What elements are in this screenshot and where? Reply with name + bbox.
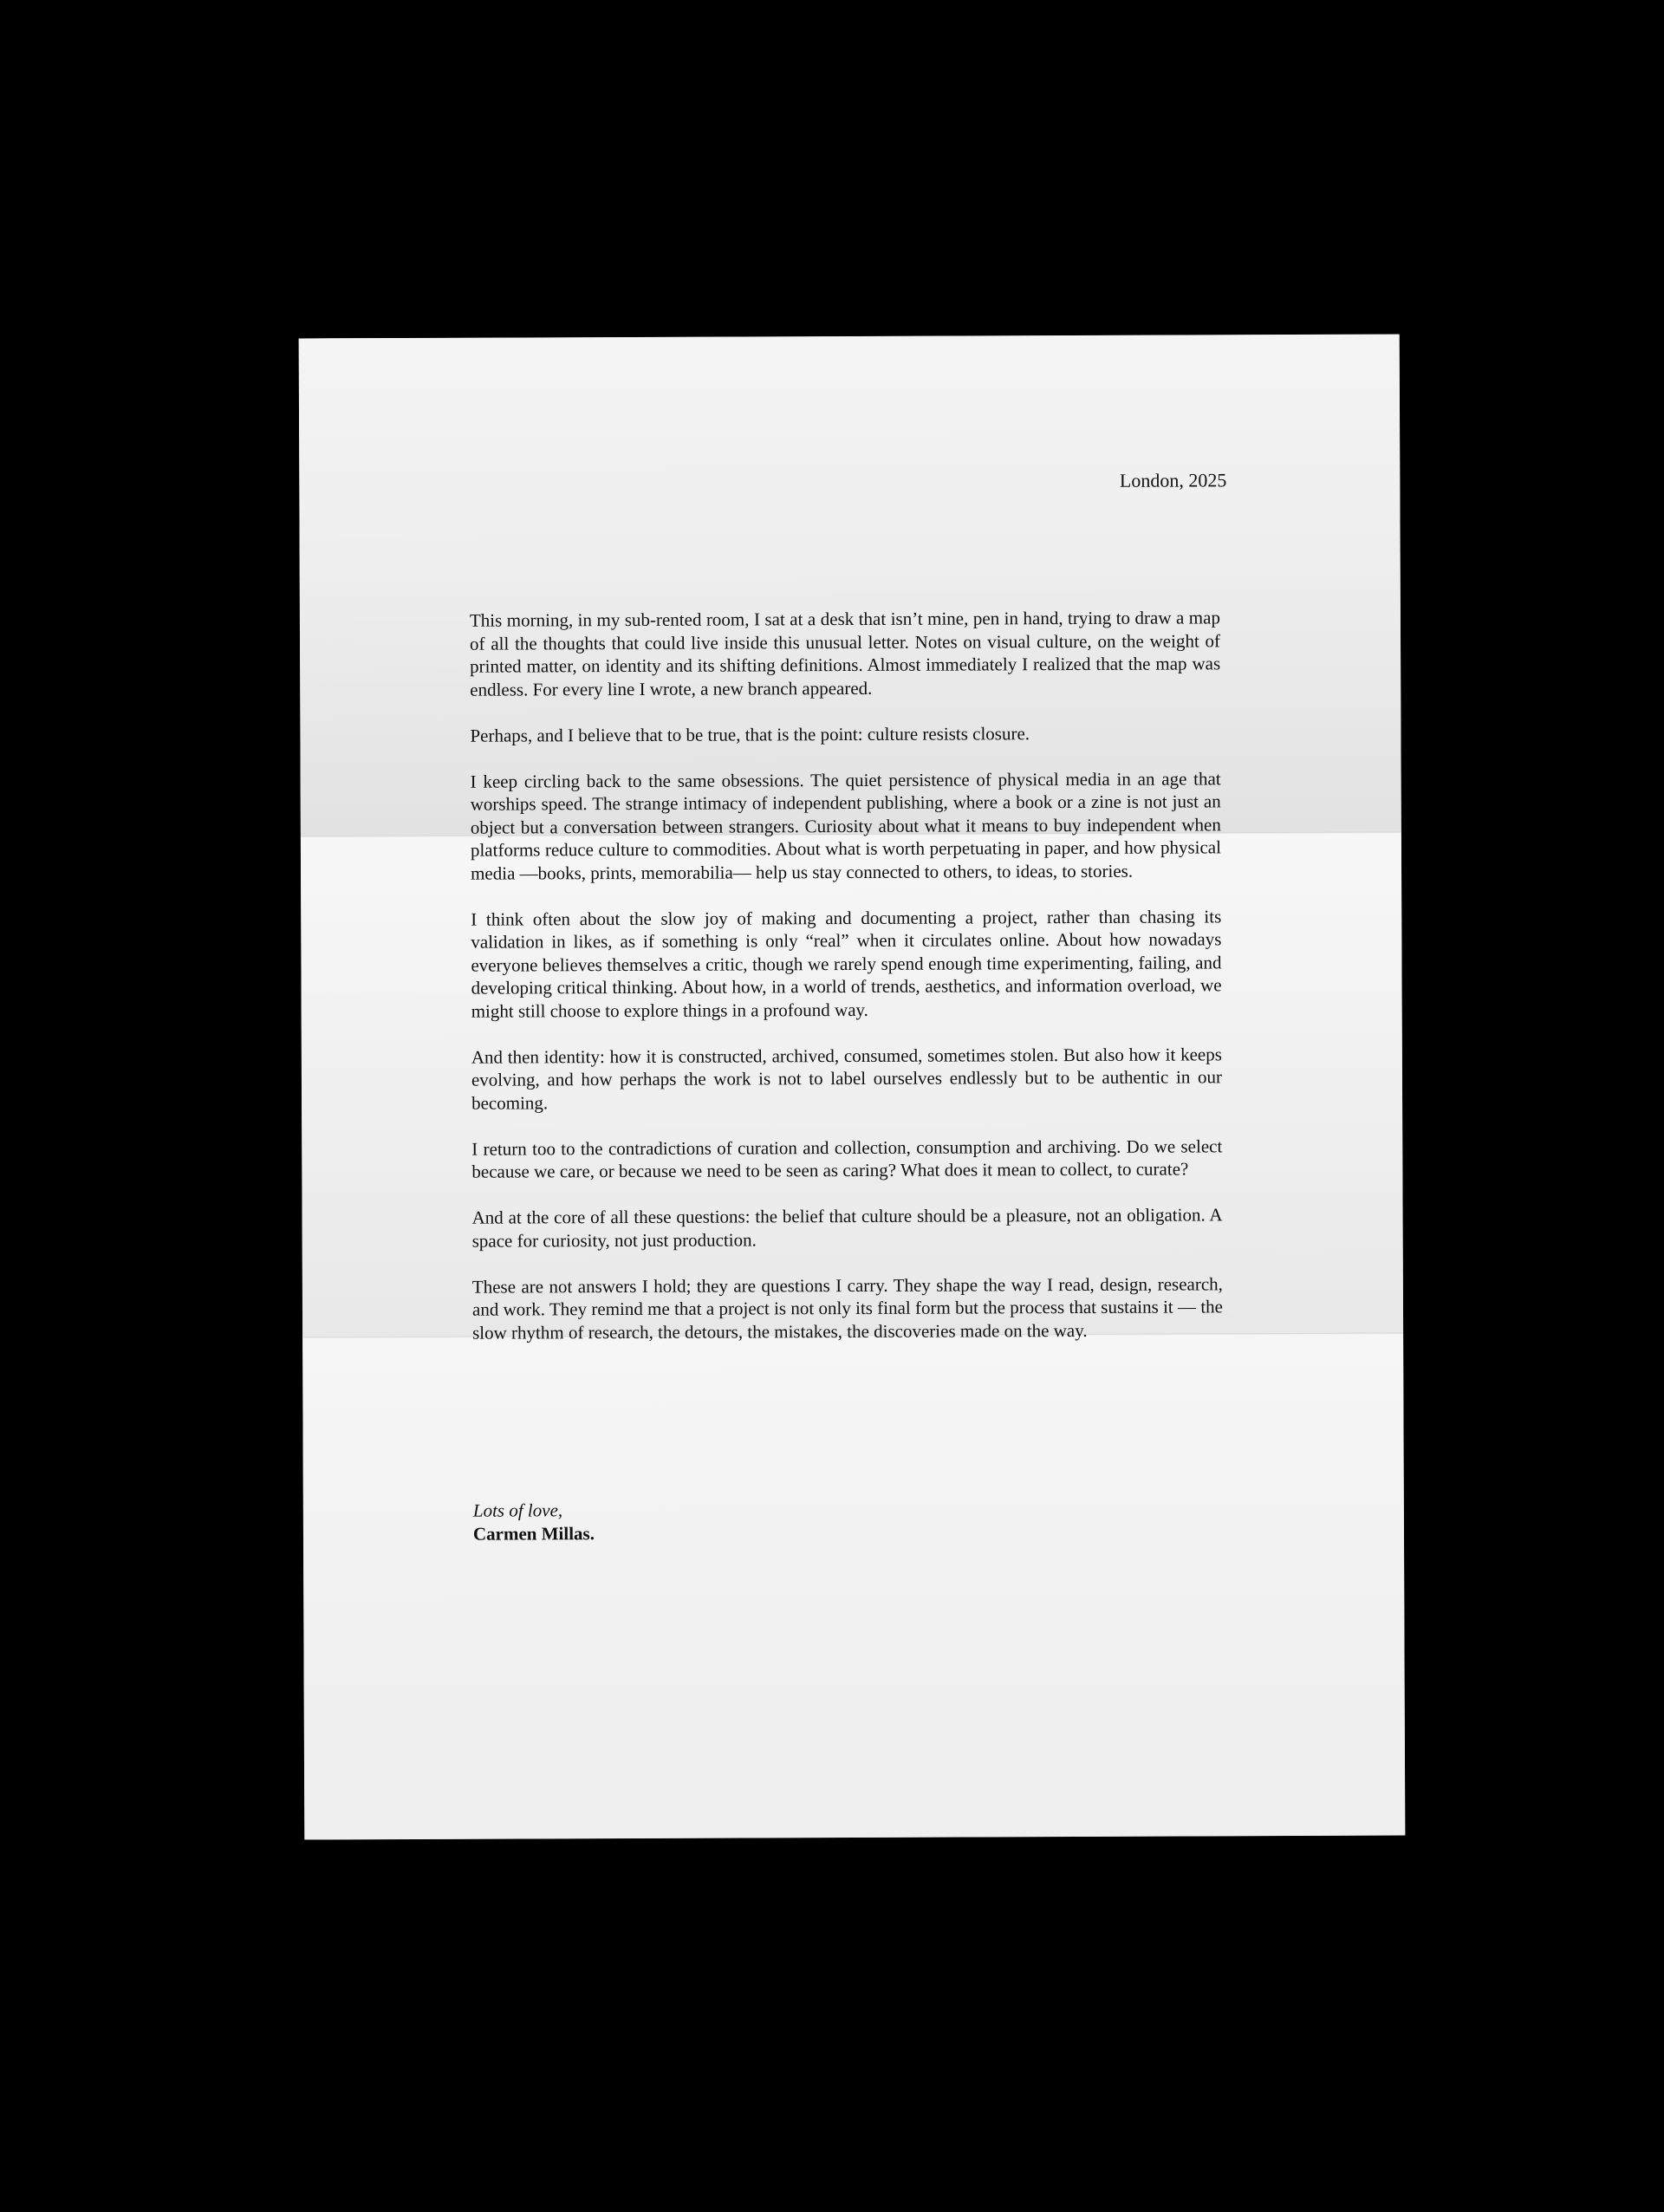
letter-closing (473, 1499, 595, 1546)
letter-paragraph: And then identity: how it is constructed, archived, consumed, sometimes stolen. But also how it keeps evolving, and how perhaps the work is not to label ourselves endlessly but to be authentic in our becoming. (471, 1043, 1223, 1114)
letter-paragraph: These are not answers I hold; they are questions I carry. They shape the way I read, design, research, and work. They remind me that a project is not only its final form but the process that sustains it — the slow rhythm of research, the detours, the mistakes, the discoveries made on the way. (471, 1272, 1224, 1343)
letter-signoff: Lots of love, (472, 1500, 563, 1521)
letter-paragraph: I return too to the contradictions of curation and collection, consumption and archiving. Do we select because we care, or because we need to be seen as caring? What does it mean to collect, to curate? (471, 1135, 1223, 1182)
letter-signature: Carmen Millas. (472, 1523, 595, 1545)
letter-panel-bottom (302, 1334, 1405, 1840)
letter-paragraph: I think often about the slow joy of making and documenting a project, rather than chasing its validation in likes, as if something is only “real” when it circulates online. About how nowadays everyone believes themselves a critic, though we rarely spend enough time experimenting, failing, and developing critical thinking. About how, in a world of trends, aesthetics, and information overload, we might still choose to explore things in a profound way. (471, 905, 1222, 1022)
letter-body (470, 606, 1223, 1343)
letter-paragraph: This morning, in my sub-rented room, I sat at a desk that isn’t mine, pen in hand, trying to draw a map of all the thoughts that could live inside this unusual letter. Notes on visual culture, on the weight of printed matter, on identity and its shifting definitions. Almost immediately I realized that the map was endless. For every line I wrote, a new branch appeared. (469, 607, 1221, 700)
letter-paragraph: Perhaps, and I believe that to be true, that is the point: culture resists closure. (470, 722, 1030, 746)
letter-paragraph: And at the core of all these questions: the belief that culture should be a pleasure, not an obligation. A space for curiosity, not just production. (471, 1204, 1223, 1252)
letter-date-line: London, 2025 (1119, 469, 1227, 491)
letter-paragraph: I keep circling back to the same obsessions. The quiet persistence of physical media in an age that worships speed. The strange intimacy of independent publishing, where a book or a zine is not just an object but a conversation between strangers. Curiosity about what it means to buy independent when platforms reduce culture to commodities. About what is worth perpetuating in paper, and how physical media —books, prints, memorabilia— help us stay connected to others, to ideas, to stories. (470, 767, 1221, 884)
letter-sheet (299, 335, 1406, 1840)
